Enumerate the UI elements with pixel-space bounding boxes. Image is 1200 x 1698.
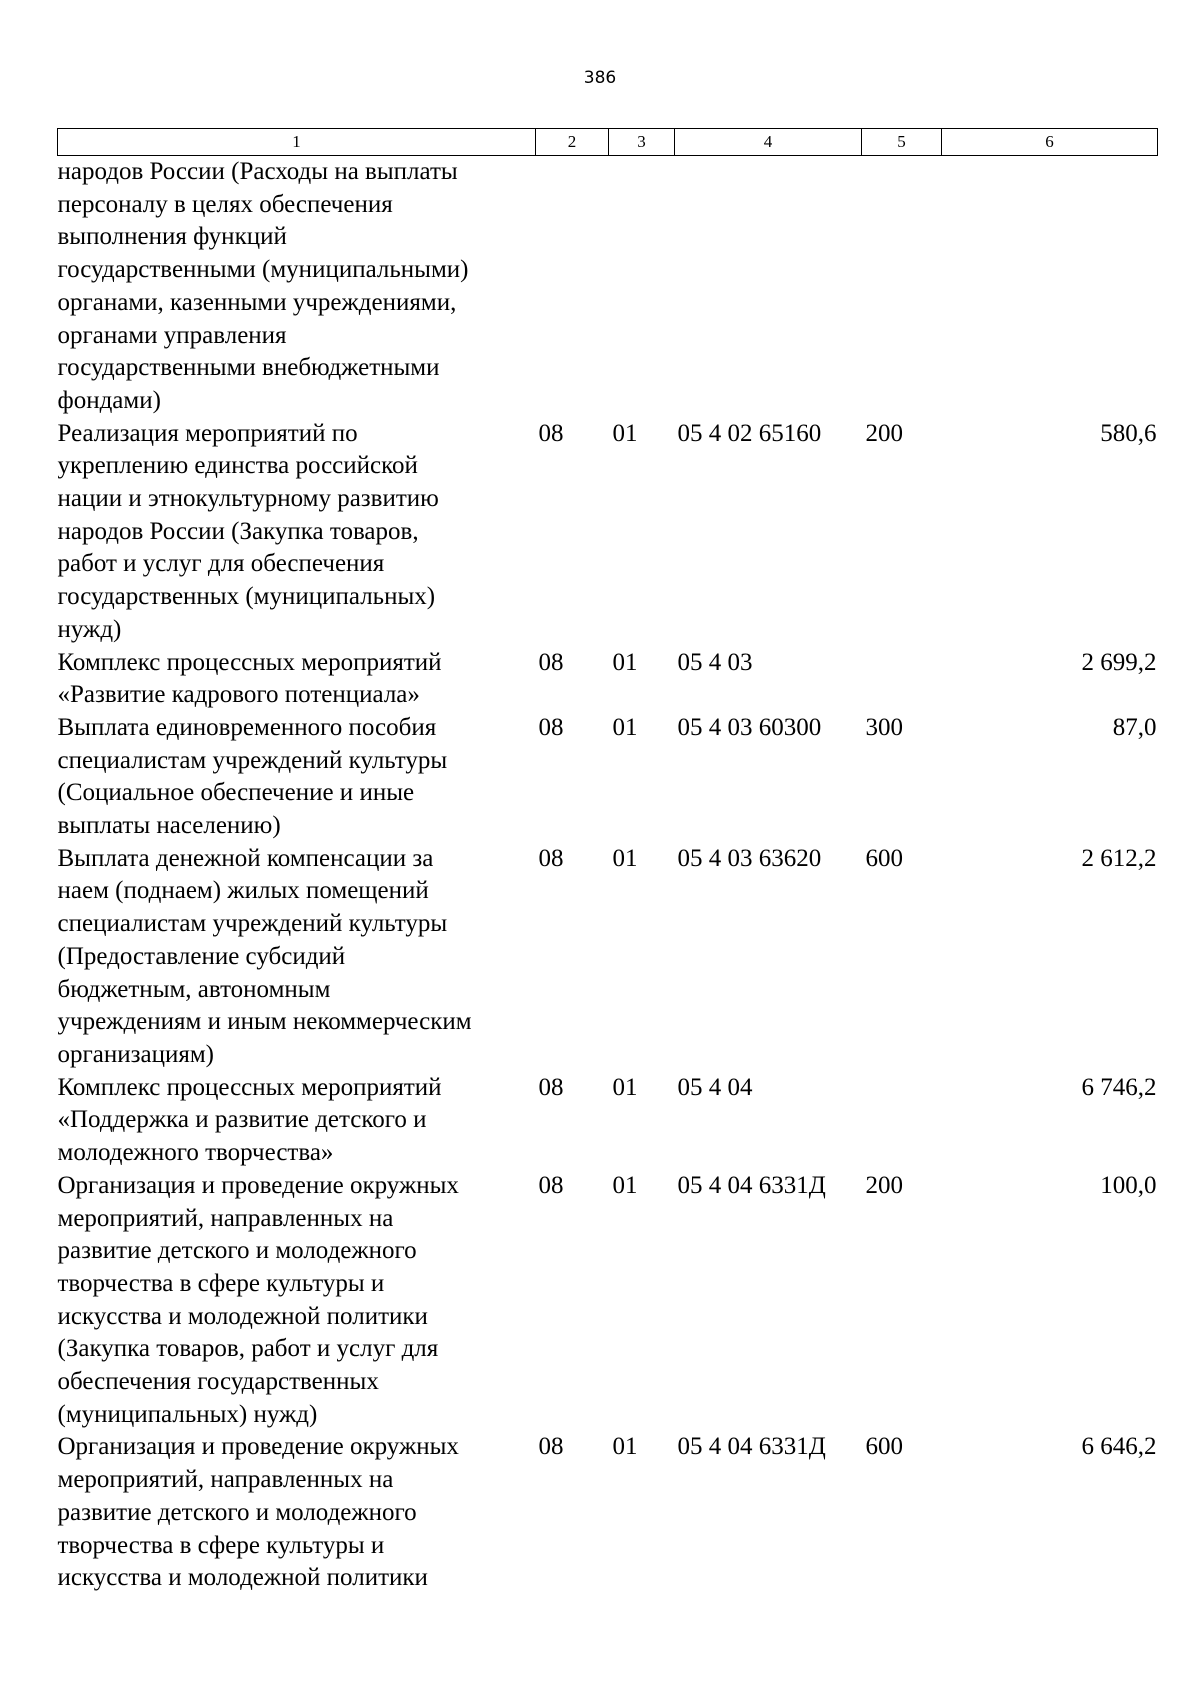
table-row [58,647,1158,712]
header-row [58,129,1158,156]
section-code-cell: 08 [538,648,564,676]
name-line: (Социальное обеспечение и иные [57,779,415,807]
row-name-cell [58,843,536,1072]
name-line: специалистам учреждений культуры [57,910,448,938]
name-line: народов России (Закупка товаров, [57,517,419,545]
row-name-cell [58,647,536,712]
name-line: органами, казенными учреждениями, [57,288,457,316]
table-row [58,1431,1158,1595]
name-line: нужд) [57,615,122,643]
page-number: 386 [583,68,617,88]
name-line: развитие детского и молодежного [57,1237,417,1265]
name-line: развитие детского и молодежного [57,1498,417,1526]
section-code-cell: 08 [538,1171,564,1199]
name-line: Выплата денежной компенсации за [57,844,434,872]
target-article-cell: 05 4 03 60300 [677,713,822,741]
column-header-4: 4 [675,129,862,156]
budget-table [57,128,1158,1595]
table-row [58,156,1158,418]
name-line: (муниципальных) нужд) [57,1400,318,1428]
name-line: мероприятий, направленных на [57,1466,394,1494]
expense-type-cell: 600 [865,1433,903,1461]
amount-cell [942,156,1158,418]
target-article-cell [675,156,862,418]
name-line: Комплекс процессных мероприятий [57,648,442,676]
table-row [58,712,1158,843]
column-header-1: 1 [58,129,536,156]
row-name-cell [58,1170,536,1432]
expense-type-cell: 200 [865,419,903,447]
section-code-cell: 08 [538,844,564,872]
target-article-cell: 05 4 04 6331Д [677,1433,826,1461]
name-line: работ и услуг для обеспечения [57,550,385,578]
target-article-cell: 05 4 03 63620 [677,844,822,872]
name-line: народов России (Расходы на выплаты [57,158,458,185]
name-line: персоналу в целях обеспечения [57,190,393,218]
name-line: обеспечения государственных [57,1368,379,1396]
name-line: Реализация мероприятий по [57,419,358,447]
amount-cell: 2 699,2 [1081,648,1157,676]
amount-cell: 87,0 [1112,713,1157,741]
name-line: государственными (муниципальными) [57,256,469,284]
target-article-cell: 05 4 02 65160 [677,419,822,447]
subsection-code-cell: 01 [612,419,638,447]
name-line: выплаты населению) [57,812,281,840]
name-line: Организация и проведение окружных [57,1433,459,1461]
name-line: Выплата единовременного пособия [57,713,437,741]
table-row [58,843,1158,1072]
subsection-code-cell [609,156,675,418]
section-code-cell: 08 [538,1433,564,1461]
table-row [58,418,1158,647]
subsection-code-cell: 01 [612,1433,638,1461]
section-code-cell: 08 [538,419,564,447]
subsection-code-cell: 01 [612,844,638,872]
column-header-3: 3 [609,129,675,156]
section-code-cell [536,156,609,418]
row-name-cell [58,418,536,647]
subsection-code-cell: 01 [612,648,638,676]
expense-type-cell: 600 [865,844,903,872]
name-line: государственных (муниципальных) [57,583,436,611]
name-line: нации и этнокультурному развитию [57,485,439,513]
row-name-cell [58,156,536,418]
name-line: выполнения функций [57,223,287,251]
table-row [58,1072,1158,1170]
subsection-code-cell: 01 [612,1171,638,1199]
column-header-5: 5 [862,129,942,156]
name-line: органами управления [57,321,287,349]
name-line: наем (поднаем) жилых помещений [57,877,429,905]
section-code-cell: 08 [538,713,564,741]
expense-type-cell [862,156,942,418]
name-line: молодежного творчества» [57,1139,334,1167]
column-header-6: 6 [942,129,1158,156]
name-line: «Развитие кадрового потенциала» [57,681,420,709]
row-name-cell [58,1072,536,1170]
name-line: творчества в сфере культуры и [57,1269,385,1297]
row-name-cell [58,712,536,843]
name-line: организациям) [57,1040,214,1068]
name-line: творчества в сфере культуры и [57,1531,385,1559]
name-line: мероприятий, направленных на [57,1204,394,1232]
expense-type-cell: 200 [865,1171,903,1199]
column-header-2: 2 [536,129,609,156]
name-line: искусства и молодежной политики [57,1564,428,1592]
amount-cell: 580,6 [1100,419,1157,447]
target-article-cell: 05 4 04 6331Д [677,1171,826,1199]
name-line: укреплению единства российской [57,452,418,480]
name-line: государственными внебюджетными [57,354,440,382]
name-line: специалистам учреждений культуры [57,746,448,774]
name-line: Комплекс процессных мероприятий [57,1073,442,1101]
table-body [58,156,1158,1595]
expense-type-cell [862,647,942,712]
name-line: (Предоставление субсидий [57,942,346,970]
name-line: фондами) [57,386,161,414]
name-line: учреждениям и иным некоммерческим [57,1008,472,1036]
amount-cell: 6 646,2 [1081,1433,1157,1461]
expense-type-cell: 300 [865,713,903,741]
row-name-cell [58,1431,536,1595]
name-line: бюджетным, автономным [57,975,331,1003]
expense-type-cell [862,1072,942,1170]
target-article-cell: 05 4 03 [677,648,753,676]
name-line: (Закупка товаров, работ и услуг для [57,1335,439,1363]
amount-cell: 100,0 [1100,1171,1157,1199]
amount-cell: 2 612,2 [1081,844,1157,872]
name-line: Организация и проведение окружных [57,1171,459,1199]
name-line: «Поддержка и развитие детского и [57,1106,427,1134]
name-line: искусства и молодежной политики [57,1302,428,1330]
section-code-cell: 08 [538,1073,564,1101]
table-header [58,129,1158,156]
subsection-code-cell: 01 [612,713,638,741]
amount-cell: 6 746,2 [1081,1073,1157,1101]
subsection-code-cell: 01 [612,1073,638,1101]
target-article-cell: 05 4 04 [677,1073,753,1101]
table-row [58,1170,1158,1432]
